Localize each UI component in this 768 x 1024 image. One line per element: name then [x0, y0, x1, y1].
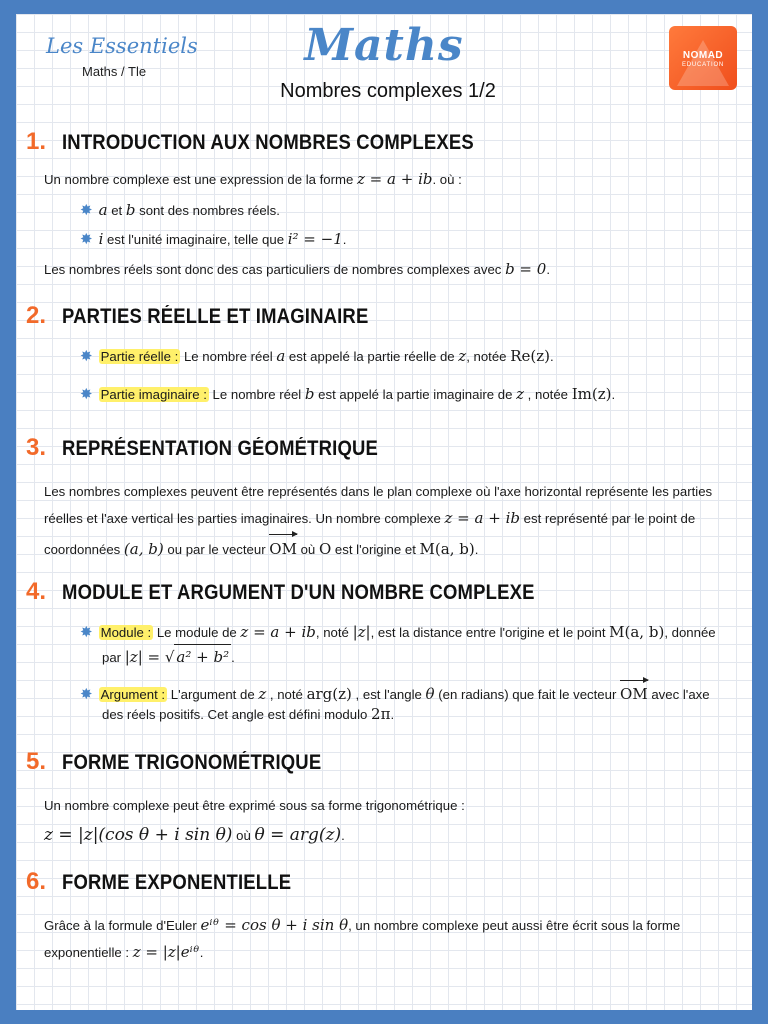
page-title: Maths: [304, 20, 464, 71]
highlight-label: Partie réelle :: [100, 349, 179, 364]
section-number: 4.: [26, 578, 47, 605]
section-3-line-3: [44, 532, 478, 563]
section-title: INTRODUCTION AUX NOMBRES COMPLEXES: [62, 131, 474, 154]
text: .: [199, 945, 204, 960]
text: .: [342, 232, 347, 247]
text: , un nombre complexe peut aussi être écrit sous la forme: [348, 918, 681, 933]
section-6-heading: [26, 868, 323, 896]
text: L'argument de: [167, 687, 259, 702]
math: b: [304, 385, 315, 403]
vector-om: OM: [269, 532, 297, 563]
section-number: 5.: [26, 748, 47, 775]
section-5-line-1: [44, 792, 465, 819]
section-5-heading: [26, 748, 357, 776]
text: Les nombres complexes peuvent être représentés dans le plan complexe où l'axe horizontal représente les parties: [44, 484, 713, 499]
math: Re(z): [510, 347, 550, 365]
highlight-label: Module :: [100, 625, 152, 640]
math: b: [125, 201, 136, 219]
text: , noté: [266, 687, 307, 702]
section-2-bullet-2: [80, 382, 615, 407]
text: (en radians) que fait le vecteur: [434, 687, 621, 702]
math: |z| =: [124, 648, 165, 666]
math: z: [258, 685, 267, 703]
math: 2π: [371, 705, 391, 723]
section-4-bullet-2-line-2: [102, 702, 394, 727]
text: .: [341, 828, 345, 843]
section-3-line-1: [44, 478, 712, 505]
text: , noté: [315, 625, 353, 640]
math: a: [276, 347, 286, 365]
section-title: MODULE ET ARGUMENT D'UN NOMBRE COMPLEXE: [62, 581, 535, 604]
section-title: FORME TRIGONOMÉTRIQUE: [62, 751, 322, 774]
text: , notée: [524, 387, 572, 402]
math: a: [98, 201, 108, 219]
math: z = a + ib: [240, 623, 316, 641]
math: arg(z): [306, 685, 352, 703]
text: est l'unité imaginaire, telle que: [103, 232, 288, 247]
math: M(a, b): [609, 623, 665, 641]
math: b = 0: [505, 260, 547, 278]
section-6-line-1: [44, 912, 680, 939]
text: avec l'axe: [647, 687, 710, 702]
text: , est la distance entre l'origine et le point: [370, 625, 610, 640]
highlight-label: Argument :: [100, 687, 166, 702]
math: (a, b): [123, 540, 164, 558]
page-subtitle: Nombres complexes 1/2: [280, 80, 496, 102]
math: θ = arg(z): [254, 825, 342, 845]
nomad-logo: [669, 26, 737, 90]
text: , est l'angle: [351, 687, 426, 702]
math: eⁱᶿ = cos θ + i sin θ: [200, 916, 349, 934]
star-bullet-icon: ✸: [80, 386, 93, 403]
section-3-line-2: [44, 505, 695, 532]
text: .: [546, 262, 550, 277]
text: où: [296, 542, 319, 557]
math: z = |z|(cos θ + i sin θ): [44, 825, 233, 845]
brand-title: Les Essentiels: [46, 34, 198, 58]
section-title: REPRÉSENTATION GÉOMÉTRIQUE: [62, 437, 379, 460]
text: exponentielle :: [44, 945, 133, 960]
section-2-bullet-1: [80, 344, 554, 369]
section-number: 3.: [26, 434, 47, 461]
math: θ: [425, 685, 435, 703]
section-6-line-2: [44, 939, 203, 966]
star-bullet-icon: ✸: [80, 202, 93, 219]
section-1-heading: [26, 128, 530, 156]
star-bullet-icon: ✸: [80, 686, 93, 703]
text: Le nombre réel: [180, 349, 277, 364]
section-title: PARTIES RÉELLE ET IMAGINAIRE: [62, 305, 369, 328]
vector-om: OM: [620, 678, 648, 706]
math: z: [458, 347, 467, 365]
text: sont des nombres réels.: [135, 203, 280, 218]
math: M(a, b): [419, 540, 475, 558]
section-5-formula: [44, 822, 345, 849]
text: où: [232, 828, 255, 843]
text: est appelé la partie réelle de: [285, 349, 459, 364]
section-1-outro: [44, 256, 550, 283]
section-number: 2.: [26, 302, 47, 329]
text: .: [474, 542, 479, 557]
text: Un nombre complexe peut être exprimé sous sa forme trigonométrique :: [44, 798, 465, 813]
text: Le module de: [153, 625, 241, 640]
math: z = a + ib: [444, 509, 520, 527]
sqrt-sign-icon: √: [164, 648, 175, 666]
math: z: [516, 385, 525, 403]
math: Im(z): [571, 385, 612, 403]
text: réelles et l'axe vertical les parties imaginaires. Un nombre complexe: [44, 511, 445, 526]
math: i² = −1: [287, 230, 343, 248]
text: et: [107, 203, 126, 218]
text: est appelé la partie imaginaire de: [314, 387, 517, 402]
math: z = a + ib: [357, 170, 433, 188]
text: coordonnées: [44, 542, 124, 557]
text: par: [102, 650, 125, 665]
section-3-heading: [26, 434, 421, 462]
section-4-heading: [26, 578, 599, 606]
text: , notée: [466, 349, 511, 364]
text: Les nombres réels sont donc des cas particuliers de nombres complexes avec: [44, 262, 502, 277]
text: .: [390, 707, 395, 722]
text: , donnée: [664, 625, 716, 640]
section-title: FORME EXPONENTIELLE: [62, 871, 292, 894]
logo-main-text: NOMAD: [682, 50, 724, 61]
math: O: [318, 540, 332, 558]
text: ou par le vecteur: [163, 542, 270, 557]
math: z = |z|eⁱᶿ: [132, 943, 200, 961]
math: |z|: [352, 623, 371, 641]
section-1-bullet-2: [80, 227, 346, 252]
math: a² + b²: [174, 644, 231, 669]
text: .: [231, 650, 235, 665]
text: . où :: [432, 172, 462, 187]
text: est l'origine et: [331, 542, 420, 557]
text: Un nombre complexe est une expression de la forme: [44, 172, 354, 187]
page-sheet: [16, 14, 752, 1010]
logo-sub-text: EDUCATION: [681, 62, 725, 68]
text: .: [611, 387, 616, 402]
section-1-bullet-1: [80, 198, 280, 223]
section-4-bullet-1: [80, 620, 716, 645]
text: .: [549, 349, 554, 364]
text: est représenté par le point de: [519, 511, 696, 526]
section-2-heading: [26, 302, 410, 330]
section-1-intro: [44, 166, 462, 193]
section-number: 1.: [26, 128, 47, 155]
star-bullet-icon: ✸: [80, 231, 93, 248]
text: Grâce à la formule d'Euler: [44, 918, 201, 933]
brand-subtitle: Maths / Tle: [82, 64, 147, 79]
star-bullet-icon: ✸: [80, 348, 93, 365]
math: i: [98, 230, 104, 248]
section-number: 6.: [26, 868, 47, 895]
highlight-label: Partie imaginaire :: [100, 387, 207, 402]
star-bullet-icon: ✸: [80, 624, 93, 641]
text: Le nombre réel: [208, 387, 305, 402]
text: des réels positifs. Cet angle est défini modulo: [102, 707, 372, 722]
section-4-bullet-1-line-2: [102, 644, 235, 670]
